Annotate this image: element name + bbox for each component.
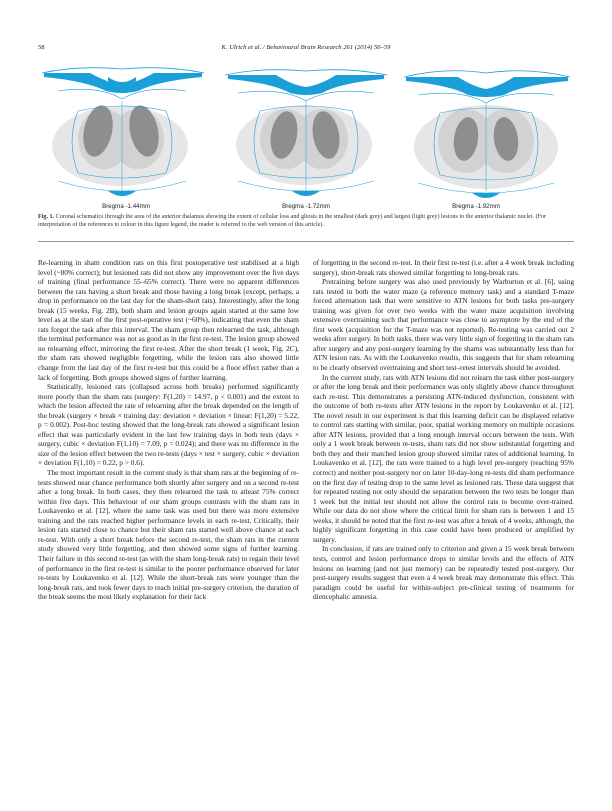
paragraph: of forgetting in the second re-test. In their first re-test (i.e. after a 4 week break including surgery), short-break rats showed similar forgetting to long-break rats. xyxy=(313,258,574,277)
bregma-label-1: Bregma -1.44mm xyxy=(102,203,150,210)
paragraph: Pretraining before surgery was also used previously by Warburton et al. [6], using rats tested in both the water maze (a reference memory task) and a standard T-maze forced alternation task that were sensitive to ATN lesions for both tasks pre-surgery training was given for over two weeks with the water maze acquisition involving extensive overtraining such that performance was close to asymptote by the end of the first week (acquisition for the T-maze was not reported). Re-testing was carried out 2 weeks after surgery. In both tasks, there was very little sign of forgetting in the sham rats after surgery and any post-surgery learning by the shams was substantially less than for ATN lesion rats. As with the Loukavenko results, this suggests that for sham relearning to be clearly observed overtraining and short test–retest intervals should be avoided. xyxy=(313,277,574,373)
panel-bregma-1-92 xyxy=(400,69,574,211)
bregma-label-2: Bregma -1.72mm xyxy=(282,203,330,210)
panel-bregma-1-72 xyxy=(221,69,391,211)
caption-text: Coronal schematics through the area of the anterior thalamus showing the extent of cellular loss and gliosis in the smallest (dark grey) and largest (light grey) lesions to the anterior thalamic nuclei. (For interpretation of the references to colour in this figure legend, the reader is referred to the web version of this article). xyxy=(38,214,547,228)
paragraph: The most important result in the current study is that sham rats at the beginning of re-tests showed near chance performance both shortly after surgery and on a second re-test after a long break. In both cases, they then relearned the task to atleast 75% correct within five days. This behaviour of our sham groups contrasts with the sham rats in Loukavenko et al. [12], where the same task was used but there was more extensive training and the rats reached higher performance levels in each re-test. Critically, their lesion rats started close to chance but their sham rats started well above chance at each re-test. With only a short break before the second re-test, the sham rats in the current study showed very little forgetting, and then showed some signs of further learning. Their failure in this second re-test (as with the sham long-break rats) to regain their level of performance in the first re-test is similar to the poorer performance observed for later re-tests by Loukavenko et al. [12]. While the short-break rats were younger than the long-break rats, and took fewer days to reach initial pre-surgery criterion, the duration of the break seems the most likely explanation for their lack xyxy=(38,468,299,602)
section-divider xyxy=(38,241,574,242)
paragraph: Re-learning in sham condition rats on this first postoperative test stabilised at a high level (~80% correct); but lesioned rats did not show any improvement over the five days of training (final performance 55–65% correct). There were no apparent differences between the rats having a short break and those having a long break (except, perhaps, a drop in performance on the last day for the sham-short rats). Interestingly, after the long break (15 weeks, Fig. 2B), both sham and lesion groups again started at the same low level as at the start of the first post-operative test (~60%), indicating that even the sham rats forgot the task after this interval. The sham group then relearned the task, although the terminal performance was not as good as in the first re-test. The lesion group showed no relearning effect, mirroring the first re-test. After the short break (1 week, Fig. 2C), the sham rats showed negligible forgetting, while the lesion rats also showed little change from the last day of the first re-test but this could be a floor effect rather than a lack of forgetting. Both groups showed signs of further learning. xyxy=(38,258,299,382)
right-column xyxy=(313,258,574,602)
paragraph: In the current study, rats with ATN lesions did not relearn the task either post-surgery or after the long break and their performance was only slightly above chance throughout each re-test. This demonstrates a persisting ATN-induced dysfunction, consistent with the outcome of both re-tests after ATN lesions in the report by Loukavenko et al. [12]. The novel result in our experiment is that this learning deficit can be displayed relative to control rats starting with similar, poor, spatial working memory on multiple occasions after ATN lesions, provided that a long enough interval occurs between the tests. With only a 1 week break between re-tests, sham rats did not show substantial forgetting and both they and their matched lesion group showed similar rates of additional learning. In Loukavenko et al. [12], the rats were trained to a high level pre-surgery (reaching 95% correct) and neither post-surgery nor on later 10-day-long re-tests did sham performance on the first day of testing drop to the same level as lesioned rats. These data suggest that for repeated testing not only should the separation between the two tests be longer than 1 week but the initial test should not allow the control rats to become over-trained. While our data do not show where the critical limit for sham rats is between 1 and 15 weeks, it should be noted that the first re-test was after a break of 4 weeks, although, the highly significant forgetting in this case could have been produced or amplified by surgery. xyxy=(313,372,574,544)
coronal-schematics xyxy=(38,61,574,211)
journal-citation: K. Ulrich et al. / Behavioural Brain Research 261 (2014) 56–59 xyxy=(221,44,391,51)
figure-1 xyxy=(38,61,574,237)
paragraph: In conclusion, if rats are trained only to criterion and given a 15 week break between tests, control and lesion performance drops to similar levels and the effects of ATN lesions on learning (and not just memory) can be repeatedly tested post-surgery. Our post-surgery results suggest that even a 4 week break may demonstrate this effect. This paradigm could be useful for within-subject pre-clinical testing of treatments for diencephalic amnesia. xyxy=(313,544,574,602)
caption-label: Fig. 1. xyxy=(38,214,55,220)
page-header xyxy=(38,44,574,56)
left-column xyxy=(38,258,299,602)
page-number: 58 xyxy=(38,44,45,51)
figure-caption xyxy=(38,213,574,229)
panel-bregma-1-44 xyxy=(38,68,208,211)
paragraph: Statistically, lesioned rats (collapsed across both breaks) performed significantly more poorly than the sham rats (surgery: F(1,20) = 14.97, p < 0.001) and the extent to which the lesion affected the rate of relearning after the break depended on the length of the break (surgery × break × training day: deviation × deviation × linear: F(1,20) = 5.22, p = 0.002). Post-hoc testing showed that the long-break rats showed a significant lesion effect that was particularly evident in the last few training days in both tests (days × surgery, cubic × deviation F(1,10) = 7.09, p = 0.024); and there was no difference in the size of the lesion effect between the two re-tests (days × test × surgery, cubic × deviation × deviation F(1,10) = 0.22, p > 0.6). xyxy=(38,382,299,468)
bregma-label-3: Bregma -1.92mm xyxy=(452,203,500,210)
